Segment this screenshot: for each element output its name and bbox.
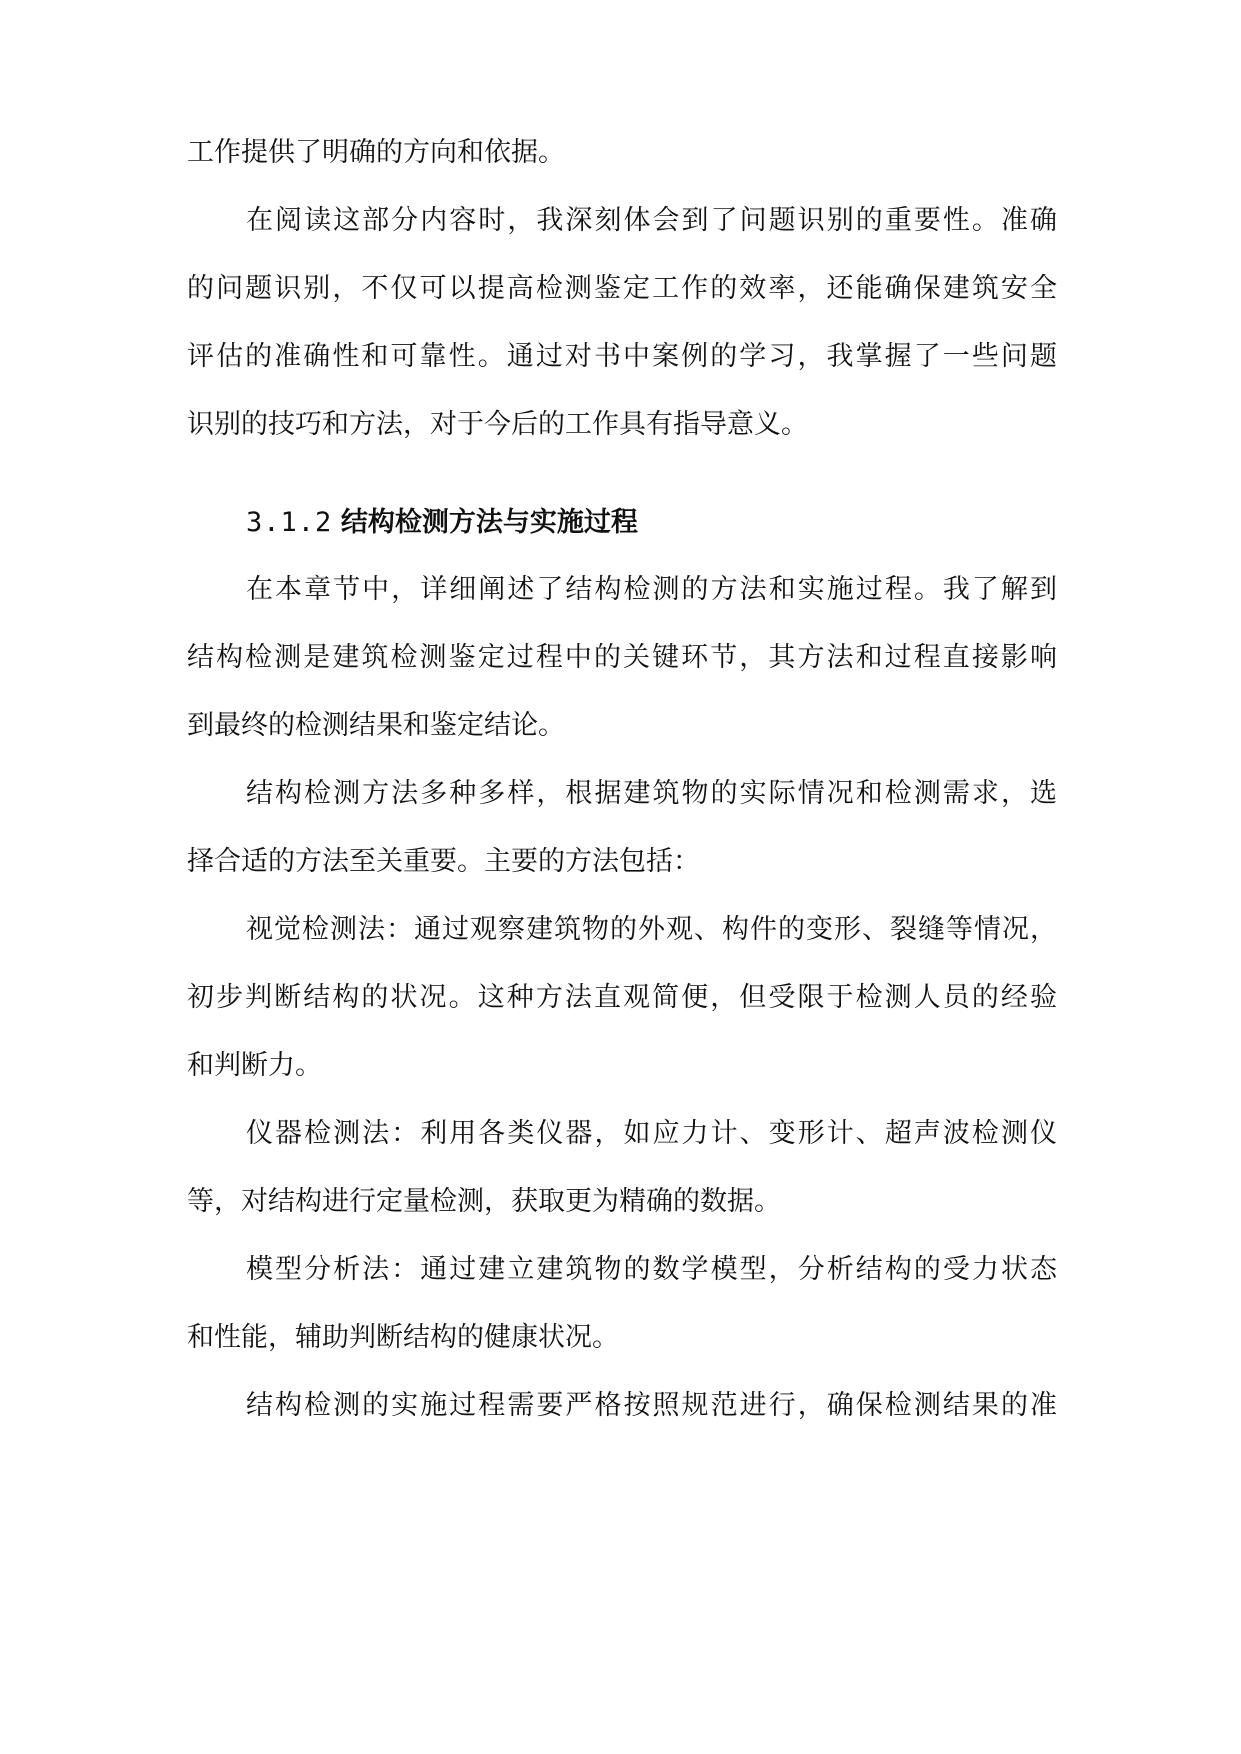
paragraph-line: 仪器检测法：利用各类仪器，如应力计、变形计、超声波检测仪 xyxy=(246,1118,1057,1149)
paragraph-line: 结构检测方法多种多样，根据建筑物的实际情况和检测需求，选 xyxy=(246,778,1057,809)
paragraph-line: 和判断力。 xyxy=(187,1050,322,1081)
paragraph-line: 工作提供了明确的方向和依据。 xyxy=(187,137,565,168)
paragraph-line: 到最终的检测结果和鉴定结论。 xyxy=(187,710,565,741)
paragraph-line: 视觉检测法：通过观察建筑物的外观、构件的变形、裂缝等情况， xyxy=(246,914,1057,945)
paragraph-line: 结构检测的实施过程需要严格按照规范进行，确保检测结果的准 xyxy=(246,1390,1057,1421)
paragraph-line: 初步判断结构的状况。这种方法直观简便，但受限于检测人员的经验 xyxy=(187,982,1057,1013)
paragraph-line: 择合适的方法至关重要。主要的方法包括： xyxy=(187,846,700,877)
paragraph-line: 结构检测是建筑检测鉴定过程中的关键环节，其方法和过程直接影响 xyxy=(187,642,1057,673)
section-title: 结构检测方法与实施过程 xyxy=(340,507,638,538)
section-number: 3.1.2 xyxy=(246,507,333,538)
paragraph-line: 识别的技巧和方法，对于今后的工作具有指导意义。 xyxy=(187,409,808,440)
paragraph-line: 在本章节中，详细阐述了结构检测的方法和实施过程。我了解到 xyxy=(246,574,1057,605)
paragraph-line: 和性能，辅助判断结构的健康状况。 xyxy=(187,1322,619,1353)
paragraph-line: 评估的准确性和可靠性。通过对书中案例的学习，我掌握了一些问题 xyxy=(187,341,1057,372)
paragraph-line: 在阅读这部分内容时，我深刻体会到了问题识别的重要性。准确 xyxy=(246,205,1057,236)
paragraph-line: 等，对结构进行定量检测，获取更为精确的数据。 xyxy=(187,1186,781,1217)
section-heading xyxy=(246,503,1057,543)
paragraph-line: 的问题识别，不仅可以提高检测鉴定工作的效率，还能确保建筑安全 xyxy=(187,273,1057,304)
paragraph-line: 模型分析法：通过建立建筑物的数学模型，分析结构的受力状态 xyxy=(246,1254,1057,1285)
